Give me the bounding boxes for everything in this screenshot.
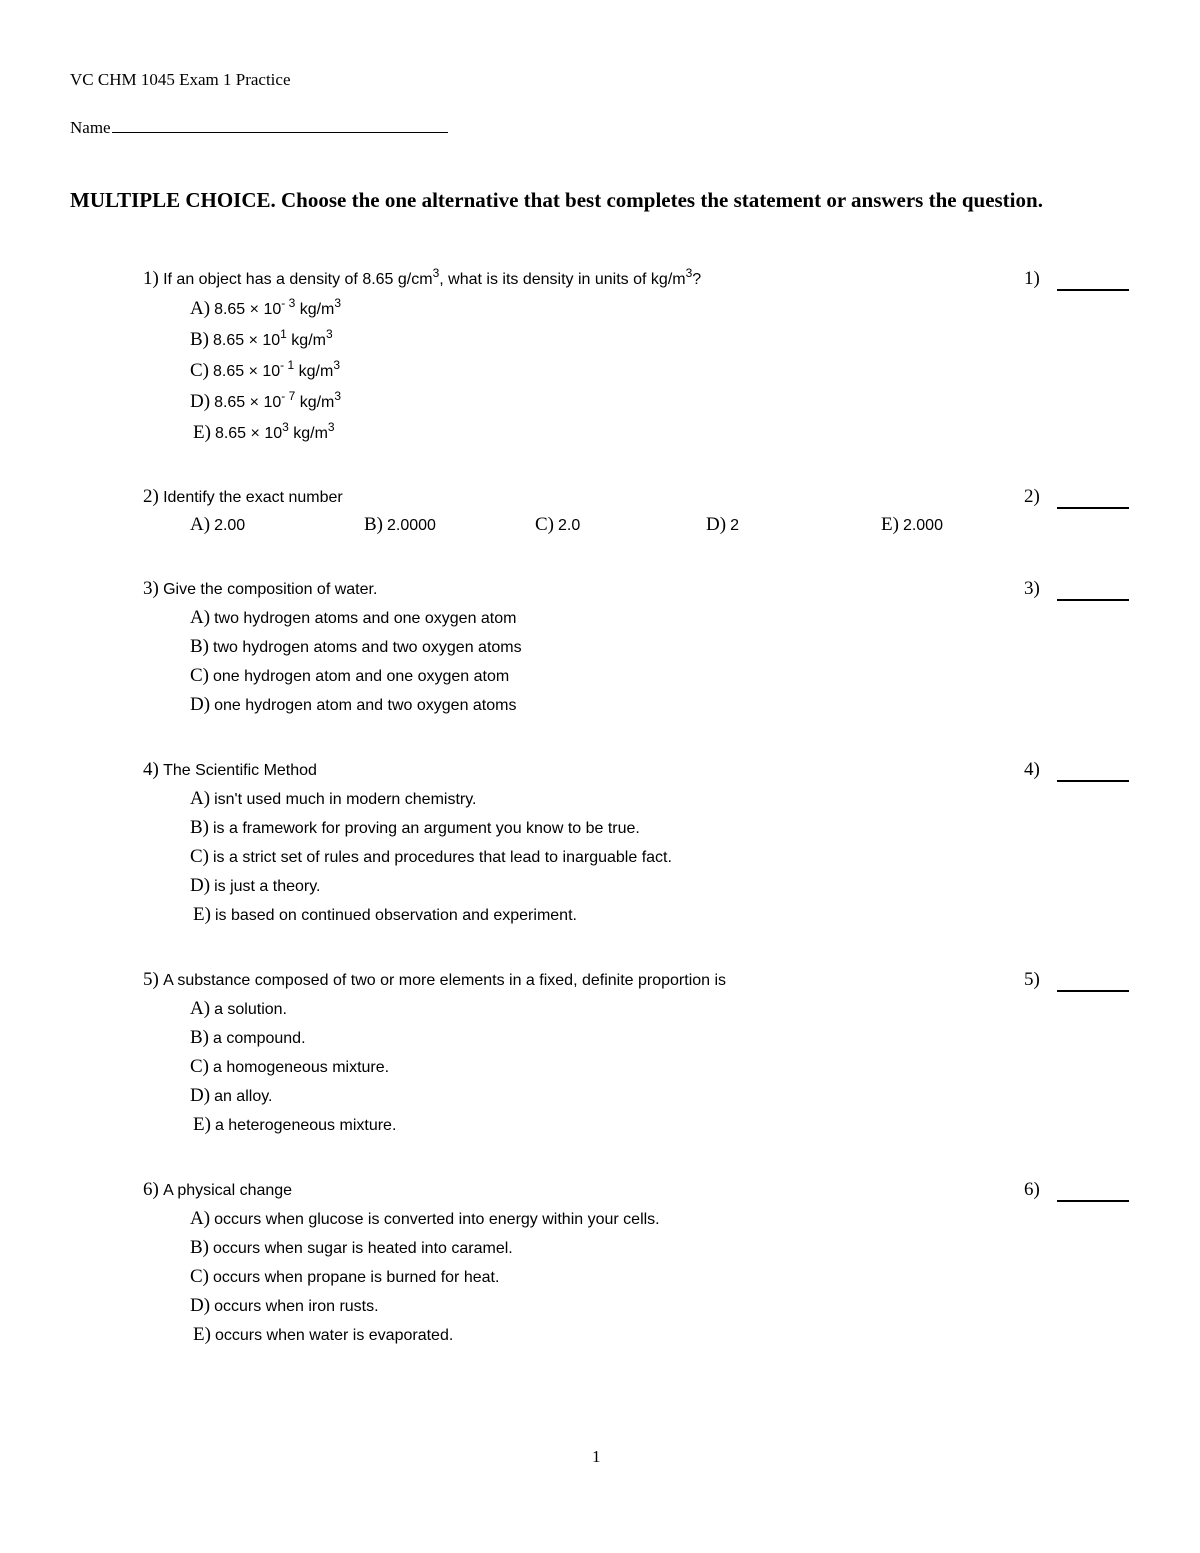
stem-text: The Scientific Method: [163, 762, 317, 779]
option-e[interactable]: E) $8.65 \times 10^3$ $kg/m^3$: [193, 420, 335, 443]
option-a[interactable]: A) $8.65 \times 10^{- 3}$ $kg/m^3$: [190, 296, 342, 319]
question-stem: [143, 759, 317, 781]
answer-number: 4): [1024, 759, 1040, 780]
name-label: Name: [70, 118, 111, 137]
option-e[interactable]: E) 2.000: [881, 514, 943, 535]
option-d[interactable]: D) one hydrogen atom and two oxygen atoms: [190, 694, 517, 715]
question-stem: [143, 1179, 292, 1201]
option-b[interactable]: B) occurs when sugar is heated into caramel.: [190, 1237, 513, 1258]
stem-text: A substance composed of two or more elements in a fixed, definite proportion is: [163, 972, 727, 989]
answer-blank[interactable]: [1057, 990, 1129, 992]
question-number: 4): [143, 759, 159, 780]
option-c[interactable]: C) a homogeneous mixture.: [190, 1056, 390, 1077]
question-stem: [143, 578, 377, 600]
option-c[interactable]: C) 2.0: [535, 514, 581, 535]
name-field[interactable]: [70, 118, 448, 138]
question-number: 2): [143, 486, 159, 507]
option-d[interactable]: D) occurs when iron rusts.: [190, 1295, 379, 1316]
option-c[interactable]: C) occurs when propane is burned for heat.: [190, 1266, 500, 1287]
answer-number: 3): [1024, 578, 1040, 599]
option-e[interactable]: E) a heterogeneous mixture.: [193, 1114, 397, 1135]
option-e[interactable]: E) occurs when water is evaporated.: [193, 1324, 454, 1345]
answer-number: 5): [1024, 969, 1040, 990]
course-title: VC CHM 1045 Exam 1 Practice: [70, 70, 291, 89]
option-e[interactable]: E) is based on continued observation and experiment.: [193, 904, 577, 925]
option-b[interactable]: B) two hydrogen atoms and two oxygen atoms: [190, 636, 522, 657]
option-c[interactable]: C) one hydrogen atom and one oxygen atom: [190, 665, 510, 686]
answer-blank[interactable]: [1057, 507, 1129, 509]
question-stem: [143, 486, 343, 508]
question-number: 5): [143, 969, 159, 990]
stem-text: Give the composition of water.: [163, 581, 378, 598]
option-b[interactable]: B) a compound.: [190, 1027, 306, 1048]
answer-blank[interactable]: [1057, 780, 1129, 782]
option-c[interactable]: C) is a strict set of rules and procedures that lead to inarguable fact.: [190, 846, 672, 867]
answer-number: 1): [1024, 268, 1040, 289]
page-number: 1: [592, 1447, 601, 1466]
stem-text: Identify the exact number: [163, 489, 343, 506]
instructions-heading: MULTIPLE CHOICE. Choose the one alternative that best completes the statement or answers the question.: [70, 188, 1043, 212]
question-stem: [143, 969, 726, 991]
option-b[interactable]: B) is a framework for proving an argument you know to be true.: [190, 817, 640, 838]
option-d[interactable]: D) an alloy.: [190, 1085, 273, 1106]
option-d[interactable]: D) 2: [706, 514, 739, 535]
option-d[interactable]: D) is just a theory.: [190, 875, 321, 896]
option-b[interactable]: B) $8.65 \times 10^1$ $kg/m^3$: [190, 327, 333, 350]
option-a[interactable]: A) isn't used much in modern chemistry.: [190, 788, 477, 809]
option-c[interactable]: C) $8.65 \times 10^{- 1}$ $kg/m^3$: [190, 358, 340, 381]
stem-text: A physical change: [163, 1182, 293, 1199]
answer-blank[interactable]: [1057, 289, 1129, 291]
name-blank-line[interactable]: [112, 118, 448, 133]
question-number: 6): [143, 1179, 159, 1200]
answer-number: 6): [1024, 1179, 1040, 1200]
answer-blank[interactable]: [1057, 599, 1129, 601]
question-number: 3): [143, 578, 159, 599]
option-b[interactable]: B) 2.0000: [364, 514, 436, 535]
answer-number: 2): [1024, 486, 1040, 507]
option-a[interactable]: A) occurs when glucose is converted into energy within your cells.: [190, 1208, 660, 1229]
answer-blank[interactable]: [1057, 1200, 1129, 1202]
option-a[interactable]: A) a solution.: [190, 998, 287, 1019]
stem-text: If an object has a density of 8.65 $g/cm^3$, what is its density in units of $kg/m^3$?: [163, 266, 702, 288]
question-number: 1): [143, 268, 159, 289]
option-d[interactable]: D) $8.65 \times 10^{- 7}$ $kg/m^3$: [190, 389, 342, 412]
question-stem: [143, 268, 701, 290]
option-a[interactable]: A) two hydrogen atoms and one oxygen atom: [190, 607, 517, 628]
option-a[interactable]: A) 2.00: [190, 514, 246, 535]
